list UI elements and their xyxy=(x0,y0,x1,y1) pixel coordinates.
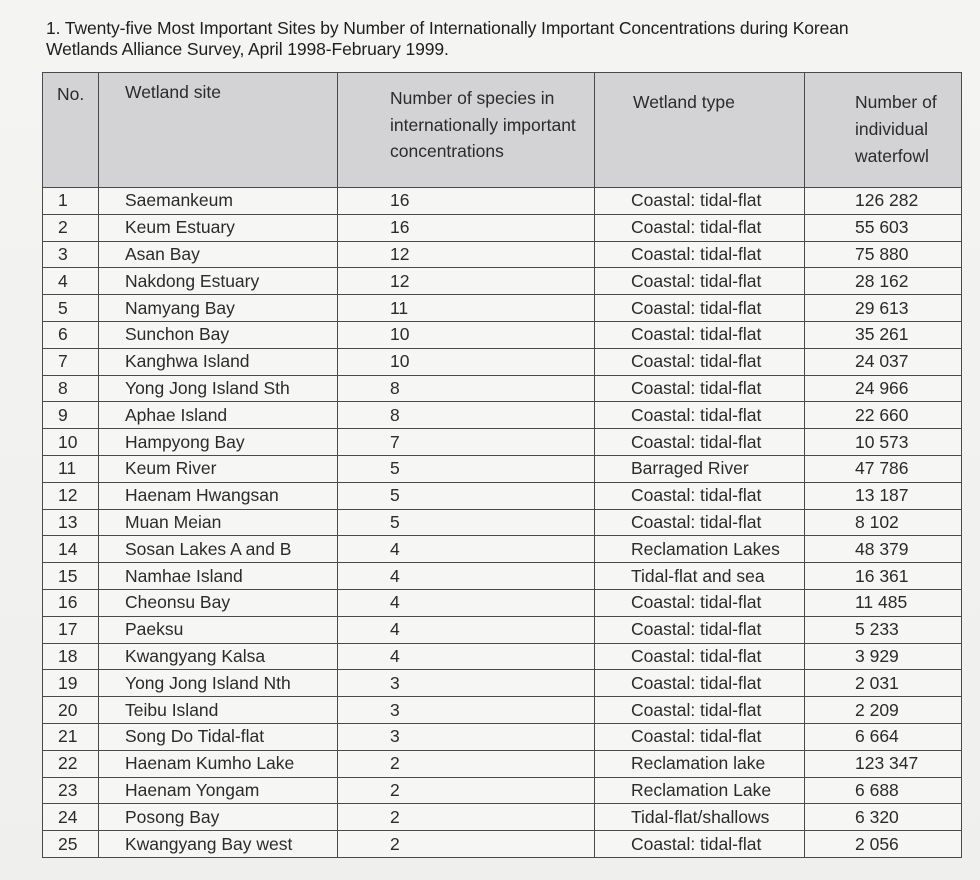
header-wetland-site: Wetland site xyxy=(99,73,338,188)
cell-wetland-type: Coastal: tidal-flat xyxy=(595,241,805,268)
table-row xyxy=(43,777,962,804)
table-row xyxy=(43,429,962,456)
cell-waterfowl-count: 6 664 xyxy=(805,723,962,750)
table-body xyxy=(43,188,962,858)
cell-wetland-site: Saemankeum xyxy=(99,188,338,215)
cell-species-count: 4 xyxy=(338,616,595,643)
cell-wetland-type: Coastal: tidal-flat xyxy=(595,509,805,536)
table-caption xyxy=(46,18,966,60)
table-row xyxy=(43,589,962,616)
cell-wetland-site: Cheonsu Bay xyxy=(99,589,338,616)
cell-waterfowl-count: 2 056 xyxy=(805,831,962,858)
cell-species-count: 3 xyxy=(338,697,595,724)
cell-no: 6 xyxy=(43,321,99,348)
cell-waterfowl-count: 6 688 xyxy=(805,777,962,804)
cell-no: 19 xyxy=(43,670,99,697)
cell-species-count: 4 xyxy=(338,536,595,563)
cell-no: 8 xyxy=(43,375,99,402)
cell-waterfowl-count: 123 347 xyxy=(805,750,962,777)
cell-waterfowl-count: 16 361 xyxy=(805,563,962,590)
cell-waterfowl-count: 13 187 xyxy=(805,482,962,509)
cell-no: 15 xyxy=(43,563,99,590)
cell-wetland-site: Haenam Yongam xyxy=(99,777,338,804)
cell-waterfowl-count: 75 880 xyxy=(805,241,962,268)
cell-species-count: 5 xyxy=(338,455,595,482)
cell-no: 18 xyxy=(43,643,99,670)
cell-waterfowl-count: 126 282 xyxy=(805,188,962,215)
cell-species-count: 2 xyxy=(338,804,595,831)
cell-no: 7 xyxy=(43,348,99,375)
cell-wetland-type: Coastal: tidal-flat xyxy=(595,616,805,643)
cell-wetland-site: Muan Meian xyxy=(99,509,338,536)
cell-wetland-type: Coastal: tidal-flat xyxy=(595,348,805,375)
cell-waterfowl-count: 5 233 xyxy=(805,616,962,643)
cell-waterfowl-count: 10 573 xyxy=(805,429,962,456)
cell-waterfowl-count: 24 966 xyxy=(805,375,962,402)
cell-wetland-site: Hampyong Bay xyxy=(99,429,338,456)
cell-wetland-site: Kanghwa Island xyxy=(99,348,338,375)
cell-species-count: 10 xyxy=(338,348,595,375)
cell-wetland-type: Coastal: tidal-flat xyxy=(595,402,805,429)
header-row xyxy=(43,73,962,188)
cell-waterfowl-count: 3 929 xyxy=(805,643,962,670)
cell-wetland-site: Sunchon Bay xyxy=(99,321,338,348)
cell-wetland-type: Coastal: tidal-flat xyxy=(595,375,805,402)
cell-wetland-type: Coastal: tidal-flat xyxy=(595,268,805,295)
cell-waterfowl-count: 11 485 xyxy=(805,589,962,616)
cell-species-count: 4 xyxy=(338,643,595,670)
cell-wetland-site: Keum River xyxy=(99,455,338,482)
table-row xyxy=(43,804,962,831)
cell-waterfowl-count: 47 786 xyxy=(805,455,962,482)
cell-species-count: 12 xyxy=(338,268,595,295)
table-row xyxy=(43,616,962,643)
cell-wetland-type: Tidal-flat/shallows xyxy=(595,804,805,831)
cell-no: 11 xyxy=(43,455,99,482)
cell-no: 10 xyxy=(43,429,99,456)
table-row xyxy=(43,402,962,429)
cell-no: 24 xyxy=(43,804,99,831)
cell-species-count: 3 xyxy=(338,723,595,750)
table-row xyxy=(43,268,962,295)
cell-no: 9 xyxy=(43,402,99,429)
table-row xyxy=(43,321,962,348)
cell-no: 4 xyxy=(43,268,99,295)
table-row xyxy=(43,643,962,670)
cell-species-count: 10 xyxy=(338,321,595,348)
table-row xyxy=(43,750,962,777)
table-row xyxy=(43,482,962,509)
cell-wetland-type: Coastal: tidal-flat xyxy=(595,429,805,456)
cell-no: 22 xyxy=(43,750,99,777)
cell-species-count: 16 xyxy=(338,188,595,215)
cell-waterfowl-count: 2 031 xyxy=(805,670,962,697)
caption-line-2: Wetlands Alliance Survey, April 1998-February 1999. xyxy=(46,39,449,59)
table-row xyxy=(43,697,962,724)
cell-waterfowl-count: 6 320 xyxy=(805,804,962,831)
cell-wetland-site: Song Do Tidal-flat xyxy=(99,723,338,750)
cell-no: 23 xyxy=(43,777,99,804)
cell-wetland-type: Coastal: tidal-flat xyxy=(595,214,805,241)
table-header xyxy=(43,73,962,188)
cell-wetland-site: Namhae Island xyxy=(99,563,338,590)
cell-no: 16 xyxy=(43,589,99,616)
cell-wetland-type: Coastal: tidal-flat xyxy=(595,188,805,215)
cell-wetland-site: Asan Bay xyxy=(99,241,338,268)
header-species-count: Number of species in internationally important concentrations xyxy=(338,73,595,188)
cell-wetland-site: Aphae Island xyxy=(99,402,338,429)
cell-waterfowl-count: 2 209 xyxy=(805,697,962,724)
cell-species-count: 2 xyxy=(338,750,595,777)
cell-wetland-site: Posong Bay xyxy=(99,804,338,831)
cell-wetland-site: Keum Estuary xyxy=(99,214,338,241)
table-row xyxy=(43,375,962,402)
cell-no: 3 xyxy=(43,241,99,268)
cell-wetland-type: Reclamation Lake xyxy=(595,777,805,804)
header-waterfowl-count: Number of individual waterfowl xyxy=(805,73,962,188)
cell-no: 20 xyxy=(43,697,99,724)
table-row xyxy=(43,214,962,241)
cell-species-count: 5 xyxy=(338,482,595,509)
cell-wetland-type: Coastal: tidal-flat xyxy=(595,295,805,322)
table-row xyxy=(43,536,962,563)
cell-no: 21 xyxy=(43,723,99,750)
cell-wetland-type: Reclamation Lakes xyxy=(595,536,805,563)
table-row xyxy=(43,295,962,322)
table-row xyxy=(43,241,962,268)
cell-species-count: 5 xyxy=(338,509,595,536)
cell-waterfowl-count: 22 660 xyxy=(805,402,962,429)
cell-wetland-type: Coastal: tidal-flat xyxy=(595,831,805,858)
cell-wetland-site: Haenam Hwangsan xyxy=(99,482,338,509)
cell-waterfowl-count: 24 037 xyxy=(805,348,962,375)
table-row xyxy=(43,723,962,750)
cell-wetland-site: Namyang Bay xyxy=(99,295,338,322)
cell-no: 2 xyxy=(43,214,99,241)
table-row xyxy=(43,348,962,375)
cell-wetland-site: Nakdong Estuary xyxy=(99,268,338,295)
cell-no: 5 xyxy=(43,295,99,322)
cell-species-count: 4 xyxy=(338,563,595,590)
cell-wetland-type: Reclamation lake xyxy=(595,750,805,777)
cell-no: 1 xyxy=(43,188,99,215)
cell-wetland-site: Yong Jong Island Sth xyxy=(99,375,338,402)
table-row xyxy=(43,563,962,590)
cell-species-count: 2 xyxy=(338,831,595,858)
cell-wetland-type: Coastal: tidal-flat xyxy=(595,321,805,348)
header-wetland-type: Wetland type xyxy=(595,73,805,188)
cell-species-count: 12 xyxy=(338,241,595,268)
cell-wetland-type: Coastal: tidal-flat xyxy=(595,670,805,697)
cell-waterfowl-count: 35 261 xyxy=(805,321,962,348)
cell-species-count: 11 xyxy=(338,295,595,322)
cell-species-count: 3 xyxy=(338,670,595,697)
cell-species-count: 8 xyxy=(338,375,595,402)
cell-wetland-type: Coastal: tidal-flat xyxy=(595,723,805,750)
wetland-sites-table xyxy=(42,72,962,858)
table-row xyxy=(43,188,962,215)
cell-no: 25 xyxy=(43,831,99,858)
cell-no: 13 xyxy=(43,509,99,536)
cell-wetland-site: Paeksu xyxy=(99,616,338,643)
cell-wetland-site: Kwangyang Bay west xyxy=(99,831,338,858)
cell-wetland-type: Coastal: tidal-flat xyxy=(595,589,805,616)
cell-waterfowl-count: 48 379 xyxy=(805,536,962,563)
header-no: No. xyxy=(43,73,99,188)
cell-species-count: 8 xyxy=(338,402,595,429)
cell-wetland-site: Haenam Kumho Lake xyxy=(99,750,338,777)
table-row xyxy=(43,670,962,697)
cell-wetland-site: Sosan Lakes A and B xyxy=(99,536,338,563)
table-row xyxy=(43,509,962,536)
cell-wetland-type: Tidal-flat and sea xyxy=(595,563,805,590)
cell-species-count: 2 xyxy=(338,777,595,804)
cell-waterfowl-count: 28 162 xyxy=(805,268,962,295)
cell-species-count: 16 xyxy=(338,214,595,241)
cell-species-count: 4 xyxy=(338,589,595,616)
cell-waterfowl-count: 29 613 xyxy=(805,295,962,322)
cell-no: 17 xyxy=(43,616,99,643)
cell-species-count: 7 xyxy=(338,429,595,456)
cell-wetland-type: Barraged River xyxy=(595,455,805,482)
cell-wetland-site: Teibu Island xyxy=(99,697,338,724)
cell-wetland-site: Kwangyang Kalsa xyxy=(99,643,338,670)
table-row xyxy=(43,831,962,858)
cell-waterfowl-count: 55 603 xyxy=(805,214,962,241)
cell-no: 12 xyxy=(43,482,99,509)
cell-wetland-type: Coastal: tidal-flat xyxy=(595,697,805,724)
cell-wetland-type: Coastal: tidal-flat xyxy=(595,482,805,509)
table-row xyxy=(43,455,962,482)
cell-waterfowl-count: 8 102 xyxy=(805,509,962,536)
cell-wetland-type: Coastal: tidal-flat xyxy=(595,643,805,670)
cell-wetland-site: Yong Jong Island Nth xyxy=(99,670,338,697)
caption-line-1: 1. Twenty-five Most Important Sites by Number of Internationally Important Concentrations during Korean xyxy=(46,18,849,38)
cell-no: 14 xyxy=(43,536,99,563)
